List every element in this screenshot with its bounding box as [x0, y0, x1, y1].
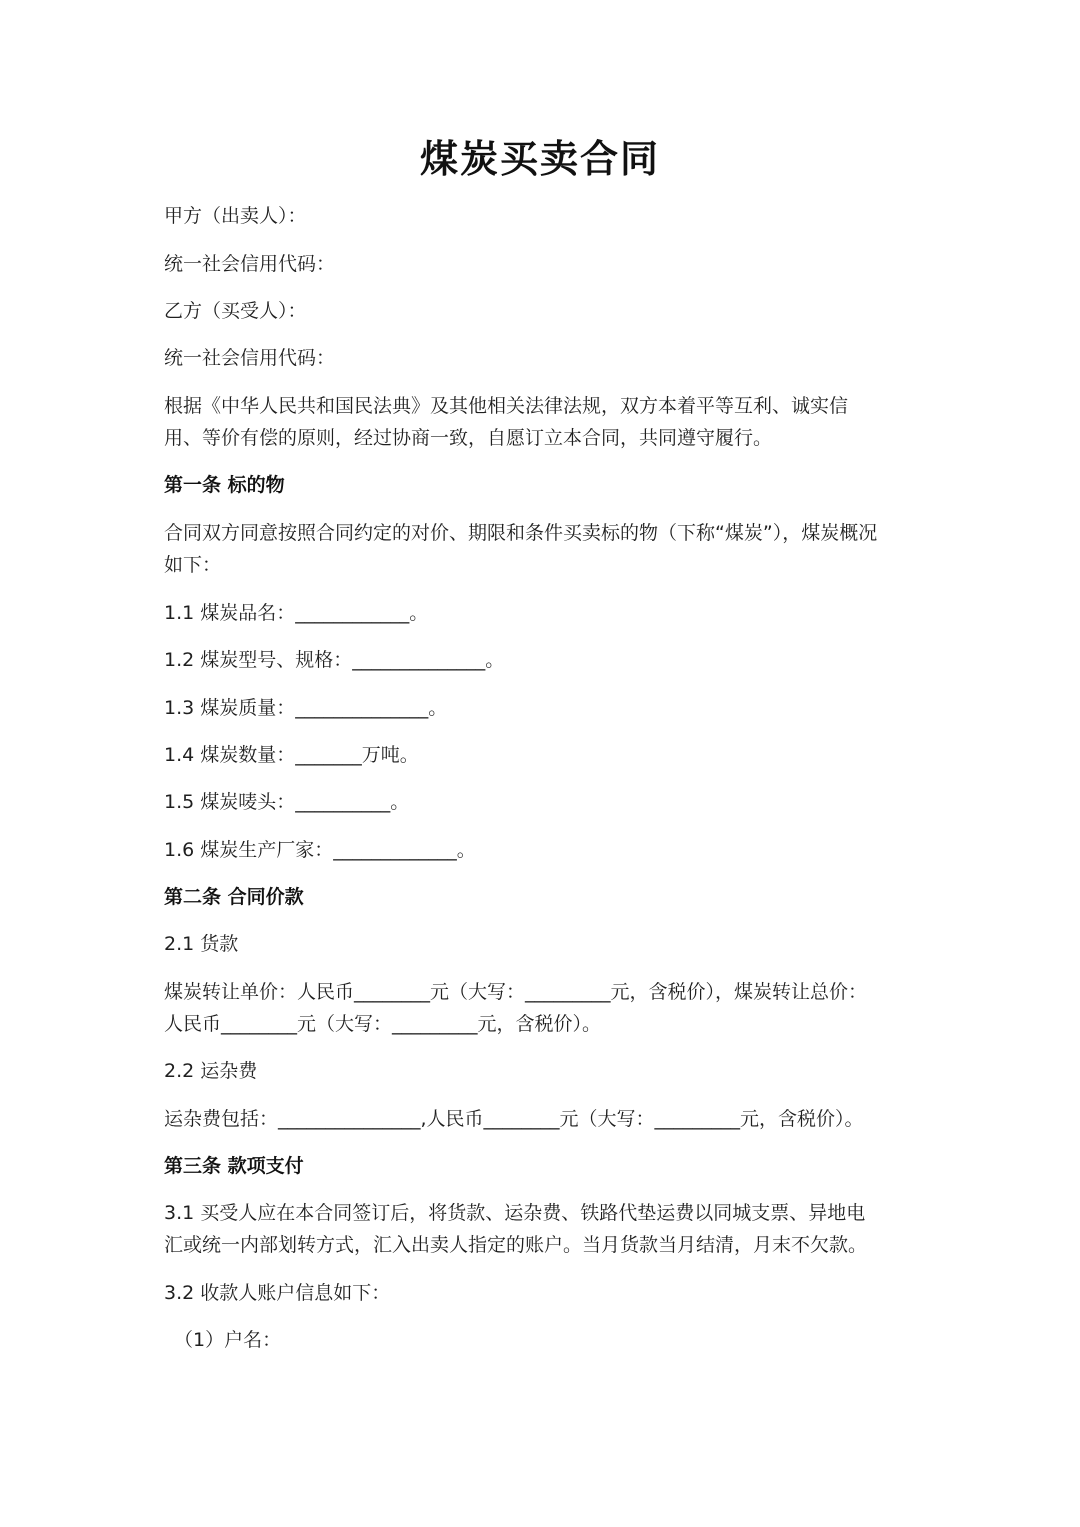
- party-a-label: 甲方（出卖人）：: [164, 205, 307, 227]
- article-3-heading: 第三条 款项支付: [164, 1155, 304, 1177]
- party-b-label: 乙方（买受人）：: [164, 300, 307, 322]
- clause-1-5: 1.5 煤炭唛头：__________。: [164, 791, 410, 813]
- article-1-intro-line-1: 合同双方同意按照合同约定的对价、期限和条件买卖标的物（下称“煤炭”），煤炭概况: [164, 522, 878, 544]
- clause-1-2: 1.2 煤炭型号、规格：______________。: [164, 649, 505, 671]
- clause-2-1-line-1: 煤炭转让单价：人民币________元（大写：_________元，含税价），煤炭转让总价：: [164, 981, 868, 1003]
- clause-3-1-line-2: 汇或统一内部划转方式，汇入出卖人指定的账户。当月货款当月结清，月末不欠款。: [164, 1234, 868, 1256]
- party-a-credit-code: 统一社会信用代码：: [164, 253, 336, 275]
- clause-2-1-heading: 2.1 货款: [164, 933, 239, 955]
- clause-2-2-heading: 2.2 运杂费: [164, 1060, 258, 1082]
- clause-1-6: 1.6 煤炭生产厂家：_____________。: [164, 839, 476, 861]
- party-b-credit-code: 统一社会信用代码：: [164, 347, 336, 369]
- article-2-heading: 第二条 合同价款: [164, 886, 304, 908]
- article-1-heading: 第一条 标的物: [164, 474, 285, 496]
- clause-1-3: 1.3 煤炭质量：______________。: [164, 697, 448, 719]
- preamble-line-1: 根据《中华人民共和国民法典》及其他相关法律法规，双方本着平等互利、诚实信: [164, 395, 849, 417]
- clause-2-1-line-2: 人民币________元（大写：_________元，含税价）。: [164, 1013, 602, 1035]
- clause-3-1-line-1: 3.1 买受人应在本合同签订后，将货款、运杂费、铁路代垫运费以同城支票、异地电: [164, 1202, 866, 1224]
- account-name-line: （1）户名：: [174, 1329, 282, 1351]
- article-1-intro-line-2: 如下：: [164, 554, 222, 576]
- clause-3-2-heading: 3.2 收款人账户信息如下：: [164, 1282, 391, 1304]
- clause-1-1: 1.1 煤炭品名：____________。: [164, 602, 429, 624]
- contract-title: 煤炭买卖合同: [419, 137, 660, 181]
- clause-2-2-line: 运杂费包括：_______________,人民币________元（大写：_________元，含税价）。: [164, 1108, 864, 1130]
- clause-1-4: 1.4 煤炭数量：_______万吨。: [164, 744, 419, 766]
- preamble-line-2: 用、等价有偿的原则，经过协商一致，自愿订立本合同，共同遵守履行。: [164, 427, 773, 449]
